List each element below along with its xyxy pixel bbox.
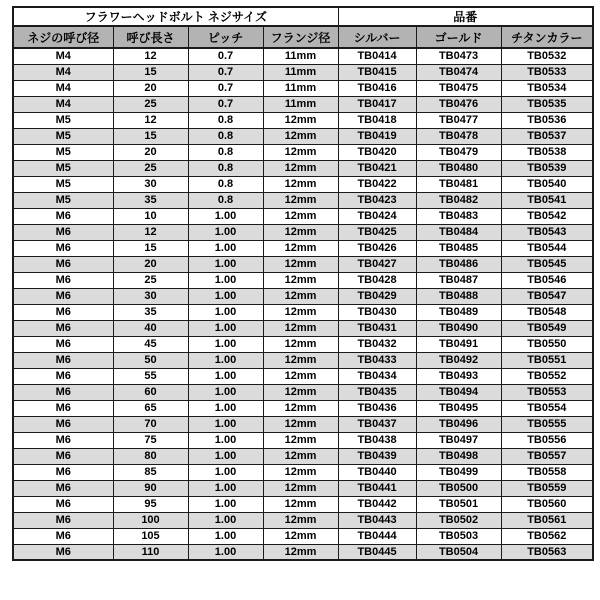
table-cell: TB0542: [501, 208, 593, 224]
table-cell: TB0439: [338, 448, 416, 464]
column-header-gold: ゴールド: [416, 26, 501, 48]
table-row: [13, 128, 593, 144]
table-cell: 1.00: [188, 528, 263, 544]
table-cell: TB0480: [416, 160, 501, 176]
table-cell: 11mm: [263, 80, 338, 96]
table-row: [13, 176, 593, 192]
table-cell: 15: [113, 240, 188, 256]
table-cell: M6: [13, 336, 113, 352]
table-cell: TB0483: [416, 208, 501, 224]
table-cell: TB0440: [338, 464, 416, 480]
table-cell: 1.00: [188, 208, 263, 224]
table-cell: 12mm: [263, 432, 338, 448]
column-header-silver: シルバー: [338, 26, 416, 48]
table-row: [13, 240, 593, 256]
table-cell: M4: [13, 96, 113, 112]
table-cell: TB0562: [501, 528, 593, 544]
table-row: [13, 288, 593, 304]
table-cell: 12: [113, 48, 188, 64]
table-cell: TB0437: [338, 416, 416, 432]
table-cell: TB0554: [501, 400, 593, 416]
table-cell: M6: [13, 352, 113, 368]
table-cell: 0.8: [188, 176, 263, 192]
table-row: [13, 480, 593, 496]
table-cell: TB0488: [416, 288, 501, 304]
table-cell: 1.00: [188, 224, 263, 240]
table-cell: M4: [13, 48, 113, 64]
table-cell: 0.7: [188, 48, 263, 64]
table-cell: 35: [113, 304, 188, 320]
table-cell: 0.8: [188, 128, 263, 144]
table-cell: TB0432: [338, 336, 416, 352]
table-cell: TB0539: [501, 160, 593, 176]
table-cell: 1.00: [188, 416, 263, 432]
table-row: [13, 464, 593, 480]
table-row: [13, 160, 593, 176]
table-cell: TB0550: [501, 336, 593, 352]
table-cell: TB0498: [416, 448, 501, 464]
table-cell: M6: [13, 496, 113, 512]
table-cell: 12mm: [263, 320, 338, 336]
table-row: [13, 48, 593, 64]
table-cell: 1.00: [188, 240, 263, 256]
table-cell: TB0497: [416, 432, 501, 448]
table-cell: M4: [13, 64, 113, 80]
table-cell: 35: [113, 192, 188, 208]
table-row: [13, 112, 593, 128]
table-cell: M6: [13, 288, 113, 304]
table-cell: 0.8: [188, 192, 263, 208]
table-cell: 1.00: [188, 272, 263, 288]
table-cell: 15: [113, 128, 188, 144]
table-cell: 0.7: [188, 80, 263, 96]
table-cell: 1.00: [188, 544, 263, 560]
table-cell: TB0441: [338, 480, 416, 496]
table-cell: M5: [13, 176, 113, 192]
table-cell: 12mm: [263, 544, 338, 560]
table-cell: 12mm: [263, 512, 338, 528]
table-cell: 10: [113, 208, 188, 224]
table-cell: M5: [13, 112, 113, 128]
table-row: [13, 336, 593, 352]
table-row: [13, 448, 593, 464]
table-cell: 30: [113, 176, 188, 192]
table-cell: TB0552: [501, 368, 593, 384]
table-cell: 20: [113, 256, 188, 272]
table-cell: M6: [13, 512, 113, 528]
table-cell: 12mm: [263, 288, 338, 304]
table-row: [13, 192, 593, 208]
table-cell: TB0496: [416, 416, 501, 432]
table-cell: TB0545: [501, 256, 593, 272]
table-cell: 1.00: [188, 288, 263, 304]
table-row: [13, 96, 593, 112]
table-cell: TB0420: [338, 144, 416, 160]
table-cell: 55: [113, 368, 188, 384]
table-cell: TB0533: [501, 64, 593, 80]
table-cell: TB0543: [501, 224, 593, 240]
table-cell: M6: [13, 320, 113, 336]
table-row: [13, 208, 593, 224]
table-row: [13, 496, 593, 512]
table-cell: TB0499: [416, 464, 501, 480]
table-row: [13, 144, 593, 160]
table-cell: TB0435: [338, 384, 416, 400]
table-cell: 0.7: [188, 96, 263, 112]
table-cell: 12mm: [263, 272, 338, 288]
table-cell: TB0494: [416, 384, 501, 400]
table-cell: 12mm: [263, 416, 338, 432]
table-cell: TB0493: [416, 368, 501, 384]
table-cell: TB0423: [338, 192, 416, 208]
table-cell: TB0540: [501, 176, 593, 192]
table-cell: 12mm: [263, 464, 338, 480]
table-cell: 90: [113, 480, 188, 496]
table-cell: TB0430: [338, 304, 416, 320]
table-cell: 12mm: [263, 176, 338, 192]
table-cell: 110: [113, 544, 188, 560]
table-cell: 25: [113, 272, 188, 288]
table-cell: TB0479: [416, 144, 501, 160]
table-cell: 12mm: [263, 336, 338, 352]
table-cell: TB0473: [416, 48, 501, 64]
table-cell: 12: [113, 224, 188, 240]
table-cell: TB0495: [416, 400, 501, 416]
group-header-row: [13, 7, 593, 26]
table-cell: M5: [13, 144, 113, 160]
table-cell: TB0444: [338, 528, 416, 544]
table-cell: TB0559: [501, 480, 593, 496]
table-cell: 12mm: [263, 256, 338, 272]
table-cell: TB0486: [416, 256, 501, 272]
table-row: [13, 352, 593, 368]
table-cell: 1.00: [188, 448, 263, 464]
table-cell: 0.8: [188, 144, 263, 160]
table-cell: 12mm: [263, 304, 338, 320]
table-cell: 1.00: [188, 432, 263, 448]
table-cell: 12mm: [263, 144, 338, 160]
table-cell: TB0477: [416, 112, 501, 128]
table-cell: 12mm: [263, 160, 338, 176]
table-cell: TB0426: [338, 240, 416, 256]
table-cell: TB0436: [338, 400, 416, 416]
column-header-row: [13, 26, 593, 48]
table-cell: M4: [13, 80, 113, 96]
table-cell: 11mm: [263, 64, 338, 80]
table-cell: TB0546: [501, 272, 593, 288]
table-row: [13, 224, 593, 240]
table-cell: 40: [113, 320, 188, 336]
table-cell: TB0429: [338, 288, 416, 304]
table-row: [13, 256, 593, 272]
table-cell: M6: [13, 432, 113, 448]
table-cell: 1.00: [188, 304, 263, 320]
table-row: [13, 512, 593, 528]
table-row: [13, 416, 593, 432]
column-header-flange-diameter: フランジ径: [263, 26, 338, 48]
table-cell: 12mm: [263, 528, 338, 544]
table-cell: TB0434: [338, 368, 416, 384]
table-cell: TB0556: [501, 432, 593, 448]
table-cell: TB0534: [501, 80, 593, 96]
table-cell: TB0474: [416, 64, 501, 80]
table-cell: TB0503: [416, 528, 501, 544]
table-cell: 20: [113, 80, 188, 96]
table-cell: TB0549: [501, 320, 593, 336]
table-row: [13, 384, 593, 400]
table-cell: 12mm: [263, 384, 338, 400]
table-row: [13, 528, 593, 544]
table-row: [13, 320, 593, 336]
table-cell: TB0431: [338, 320, 416, 336]
table-cell: 1.00: [188, 336, 263, 352]
table-cell: 12mm: [263, 224, 338, 240]
table-cell: 60: [113, 384, 188, 400]
table-cell: TB0555: [501, 416, 593, 432]
table-cell: M6: [13, 448, 113, 464]
table-cell: TB0560: [501, 496, 593, 512]
table-cell: 12mm: [263, 128, 338, 144]
table-cell: 1.00: [188, 496, 263, 512]
table-cell: 0.8: [188, 112, 263, 128]
table-cell: 12mm: [263, 112, 338, 128]
table-cell: TB0484: [416, 224, 501, 240]
table-cell: TB0487: [416, 272, 501, 288]
table-cell: TB0557: [501, 448, 593, 464]
table-cell: TB0501: [416, 496, 501, 512]
table-cell: TB0500: [416, 480, 501, 496]
table-cell: 95: [113, 496, 188, 512]
table-cell: TB0442: [338, 496, 416, 512]
table-cell: TB0490: [416, 320, 501, 336]
table-cell: TB0419: [338, 128, 416, 144]
table-cell: TB0416: [338, 80, 416, 96]
table-cell: TB0491: [416, 336, 501, 352]
table-cell: 12mm: [263, 448, 338, 464]
table-cell: 1.00: [188, 368, 263, 384]
table-cell: M6: [13, 240, 113, 256]
table-cell: TB0535: [501, 96, 593, 112]
table-cell: TB0478: [416, 128, 501, 144]
column-header-nominal-length: 呼び長さ: [113, 26, 188, 48]
table-cell: TB0418: [338, 112, 416, 128]
table-cell: TB0548: [501, 304, 593, 320]
table-cell: TB0541: [501, 192, 593, 208]
table-cell: M6: [13, 480, 113, 496]
table-cell: M5: [13, 128, 113, 144]
bolt-spec-table: [12, 6, 594, 561]
table-cell: TB0536: [501, 112, 593, 128]
table-cell: M6: [13, 256, 113, 272]
table-cell: 1.00: [188, 384, 263, 400]
table-cell: TB0551: [501, 352, 593, 368]
table-cell: 12mm: [263, 400, 338, 416]
table-cell: TB0424: [338, 208, 416, 224]
table-cell: M6: [13, 384, 113, 400]
table-cell: M6: [13, 224, 113, 240]
table-cell: M6: [13, 464, 113, 480]
table-cell: 11mm: [263, 48, 338, 64]
table-header: [13, 7, 593, 48]
table-row: [13, 272, 593, 288]
table-cell: TB0475: [416, 80, 501, 96]
table-cell: 25: [113, 160, 188, 176]
table-cell: TB0538: [501, 144, 593, 160]
table-cell: TB0489: [416, 304, 501, 320]
table-row: [13, 304, 593, 320]
table-row: [13, 400, 593, 416]
table-cell: TB0422: [338, 176, 416, 192]
table-cell: TB0544: [501, 240, 593, 256]
table-row: [13, 432, 593, 448]
table-cell: TB0425: [338, 224, 416, 240]
table-cell: TB0417: [338, 96, 416, 112]
table-cell: 1.00: [188, 256, 263, 272]
table-cell: 30: [113, 288, 188, 304]
table-cell: 0.8: [188, 160, 263, 176]
table-cell: 12mm: [263, 240, 338, 256]
table-cell: TB0492: [416, 352, 501, 368]
table-cell: 12mm: [263, 480, 338, 496]
table-cell: 1.00: [188, 352, 263, 368]
table-cell: 100: [113, 512, 188, 528]
table-cell: 12: [113, 112, 188, 128]
table-cell: M5: [13, 192, 113, 208]
table-cell: 1.00: [188, 400, 263, 416]
table-cell: TB0476: [416, 96, 501, 112]
table-cell: TB0561: [501, 512, 593, 528]
table-cell: M6: [13, 544, 113, 560]
table-cell: TB0558: [501, 464, 593, 480]
table-cell: TB0428: [338, 272, 416, 288]
table-cell: TB0537: [501, 128, 593, 144]
table-cell: TB0421: [338, 160, 416, 176]
table-cell: 12mm: [263, 352, 338, 368]
table-cell: TB0504: [416, 544, 501, 560]
table-cell: TB0502: [416, 512, 501, 528]
table-cell: TB0433: [338, 352, 416, 368]
table-cell: 80: [113, 448, 188, 464]
table-cell: 85: [113, 464, 188, 480]
table-cell: TB0547: [501, 288, 593, 304]
table-cell: M6: [13, 528, 113, 544]
table-cell: 75: [113, 432, 188, 448]
table-row: [13, 544, 593, 560]
table-cell: 1.00: [188, 464, 263, 480]
table-cell: M6: [13, 208, 113, 224]
table-cell: TB0414: [338, 48, 416, 64]
table-cell: TB0445: [338, 544, 416, 560]
table-cell: 12mm: [263, 496, 338, 512]
table-row: [13, 80, 593, 96]
table-cell: M6: [13, 400, 113, 416]
table-cell: M5: [13, 160, 113, 176]
table-cell: 1.00: [188, 480, 263, 496]
table-cell: 70: [113, 416, 188, 432]
table-row: [13, 64, 593, 80]
table-cell: 12mm: [263, 208, 338, 224]
table-cell: M6: [13, 272, 113, 288]
table-cell: 1.00: [188, 320, 263, 336]
group-header-part-number: 品番: [338, 7, 593, 26]
table-cell: TB0443: [338, 512, 416, 528]
table-cell: 65: [113, 400, 188, 416]
table-cell: TB0438: [338, 432, 416, 448]
table-cell: 12mm: [263, 192, 338, 208]
table-cell: M6: [13, 416, 113, 432]
table-body: [13, 48, 593, 560]
table-cell: 1.00: [188, 512, 263, 528]
table-cell: TB0563: [501, 544, 593, 560]
table-cell: M6: [13, 368, 113, 384]
table-cell: 25: [113, 96, 188, 112]
table-cell: 15: [113, 64, 188, 80]
table-cell: TB0485: [416, 240, 501, 256]
table-cell: 12mm: [263, 368, 338, 384]
table-cell: 45: [113, 336, 188, 352]
table-cell: 50: [113, 352, 188, 368]
table-row: [13, 368, 593, 384]
column-header-titanium: チタンカラー: [501, 26, 593, 48]
column-header-pitch: ピッチ: [188, 26, 263, 48]
table-cell: 20: [113, 144, 188, 160]
group-header-screw-size: フラワーヘッドボルト ネジサイズ: [13, 7, 338, 26]
table-cell: 11mm: [263, 96, 338, 112]
table-cell: TB0532: [501, 48, 593, 64]
table-cell: TB0427: [338, 256, 416, 272]
table-cell: TB0415: [338, 64, 416, 80]
table-cell: TB0482: [416, 192, 501, 208]
table-cell: TB0553: [501, 384, 593, 400]
table-cell: 105: [113, 528, 188, 544]
table-cell: M6: [13, 304, 113, 320]
table-cell: TB0481: [416, 176, 501, 192]
column-header-nominal-diameter: ネジの呼び径: [13, 26, 113, 48]
table-cell: 0.7: [188, 64, 263, 80]
